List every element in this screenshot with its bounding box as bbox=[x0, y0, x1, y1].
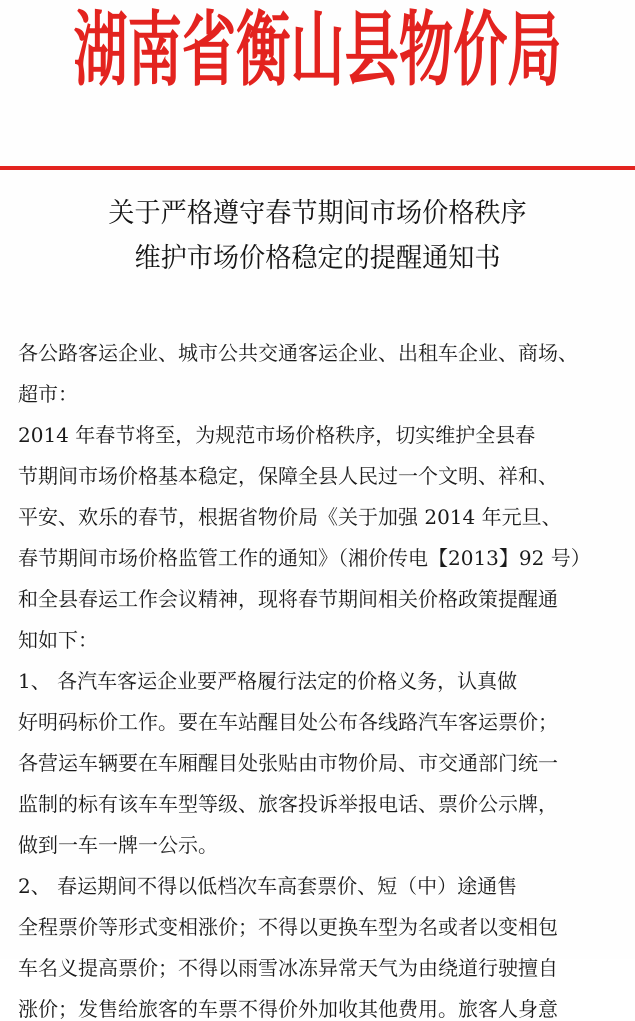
document-title-line-2: 维护市场价格稳定的提醒通知书 bbox=[134, 243, 501, 274]
body-line: 全程票价等形式变相涨价；不得以更换车型为名或者以变相包 bbox=[18, 915, 558, 939]
body-line: 监制的标有该车车型等级、旅客投诉举报电话、票价公示牌， bbox=[18, 792, 558, 816]
letterhead-red-rule bbox=[0, 166, 635, 170]
body-line: 2、 春运期间不得以低档次车高套票价、短（中）途通售 bbox=[18, 874, 518, 898]
letterhead-org-name: 湖南省衡山县物价局 bbox=[73, 2, 562, 99]
body-line: 各营运车辆要在车厢醒目处张贴由市物价局、市交通部门统一 bbox=[18, 751, 558, 775]
body-line: 车名义提高票价；不得以雨雪冰冻异常天气为由绕道行驶擅自 bbox=[18, 956, 558, 980]
body-line: 2014 年春节将至，为规范市场价格秩序，切实维护全县春 bbox=[18, 423, 536, 447]
body-line: 平安、欢乐的春节，根据省物价局《关于加强 2014 年元旦、 bbox=[18, 505, 562, 529]
document-title-line-1: 关于严格遵守春节期间市场价格秩序 bbox=[108, 198, 527, 229]
body-line: 春节期间市场价格监管工作的通知》（湘价传电【2013】92 号） bbox=[18, 546, 591, 570]
body-line: 知如下： bbox=[18, 628, 98, 652]
body-line: 节期间市场价格基本稳定，保障全县人民过一个文明、祥和、 bbox=[18, 464, 558, 488]
body-line: 涨价；发售给旅客的车票不得价外加收其他费用。旅客人身意 bbox=[18, 997, 558, 1021]
body-line: 做到一车一牌一公示。 bbox=[18, 833, 218, 857]
body-line: 1、 各汽车客运企业要严格履行法定的价格义务，认真做 bbox=[18, 669, 518, 693]
recipients-line-2: 超市： bbox=[18, 382, 78, 406]
recipients-line-1: 各公路客运企业、城市公共交通客运企业、出租车企业、商场、 bbox=[18, 341, 578, 365]
body-line: 好明码标价工作。要在车站醒目处公布各线路汽车客运票价； bbox=[18, 710, 558, 734]
body-line: 和全县春运工作会议精神，现将春节期间相关价格政策提醒通 bbox=[18, 587, 558, 611]
